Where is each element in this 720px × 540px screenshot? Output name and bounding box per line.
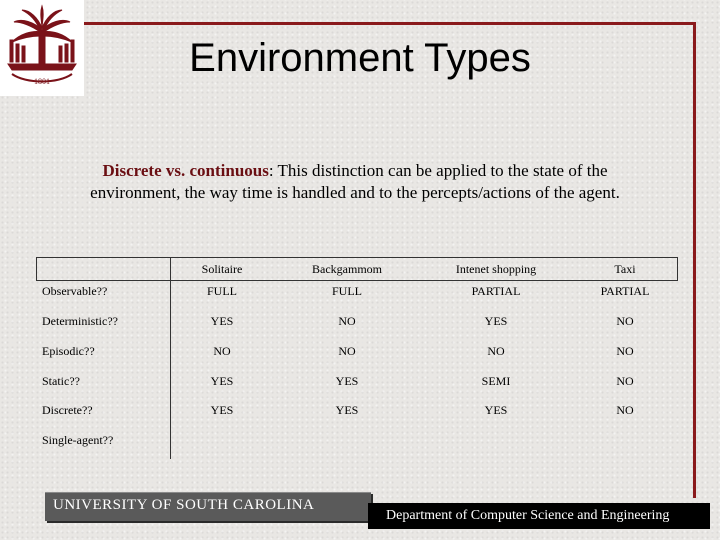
table-cell: YES (484, 403, 508, 417)
row-label-episodic: Episodic?? (42, 344, 95, 358)
row-label-single-agent: Single-agent?? (42, 433, 114, 447)
intro-line2: environment, the way time is handled and to the percepts/actions of the agent. (90, 183, 620, 202)
table-cell: NO (338, 344, 356, 358)
environment-table (36, 257, 678, 459)
column-header-solitaire: Solitaire (201, 262, 243, 276)
department-name: Department of Computer Science and Engineering (386, 508, 670, 523)
table-cell: YES (210, 314, 234, 328)
table-cell: YES (335, 403, 359, 417)
row-label-deterministic: Deterministic?? (42, 314, 118, 328)
slide-title: Environment Types (189, 36, 531, 80)
row-label-static: Static?? (42, 374, 80, 388)
intro-paragraph (40, 160, 670, 204)
column-header-backgammon: Backgammom (312, 262, 382, 276)
table-top-rule (36, 257, 678, 258)
column-header-taxi: Taxi (614, 262, 636, 276)
table-cell: NO (338, 314, 356, 328)
department-banner (368, 503, 710, 529)
university-banner (45, 492, 371, 521)
table-header-rule (36, 280, 678, 281)
table-cell: YES (335, 374, 359, 388)
table-cell: NO (616, 403, 634, 417)
intro-term: Discrete vs. continuous (102, 161, 269, 180)
table-cell: FULL (332, 284, 362, 298)
table-cell: NO (487, 344, 505, 358)
table-left-rule (36, 257, 37, 281)
intro-line1-rest: : This distinction can be applied to the state of the (268, 161, 608, 180)
table-label-divider (170, 257, 171, 459)
column-header-internet-shopping: Intenet shopping (455, 262, 537, 276)
frame-right-border (693, 22, 696, 498)
university-name: UNIVERSITY OF SOUTH CAROLINA (53, 497, 315, 513)
table-cell: YES (484, 314, 508, 328)
table-cell: PARTIAL (471, 284, 521, 298)
logo-year-text: 1801 (34, 77, 50, 86)
palmetto-logo-icon (0, 0, 84, 96)
table-cell: NO (616, 344, 634, 358)
table-right-rule (677, 257, 678, 281)
table-cell: FULL (207, 284, 237, 298)
row-label-observable: Observable?? (42, 284, 108, 298)
row-label-discrete: Discrete?? (42, 403, 93, 417)
frame-top-border (82, 22, 696, 25)
table-cell: PARTIAL (600, 284, 650, 298)
table-cell: NO (616, 374, 634, 388)
university-logo (0, 0, 84, 96)
table-cell: YES (210, 403, 234, 417)
table-cell: NO (213, 344, 231, 358)
table-cell: NO (616, 314, 634, 328)
table-cell: SEMI (481, 374, 511, 388)
table-cell: YES (210, 374, 234, 388)
